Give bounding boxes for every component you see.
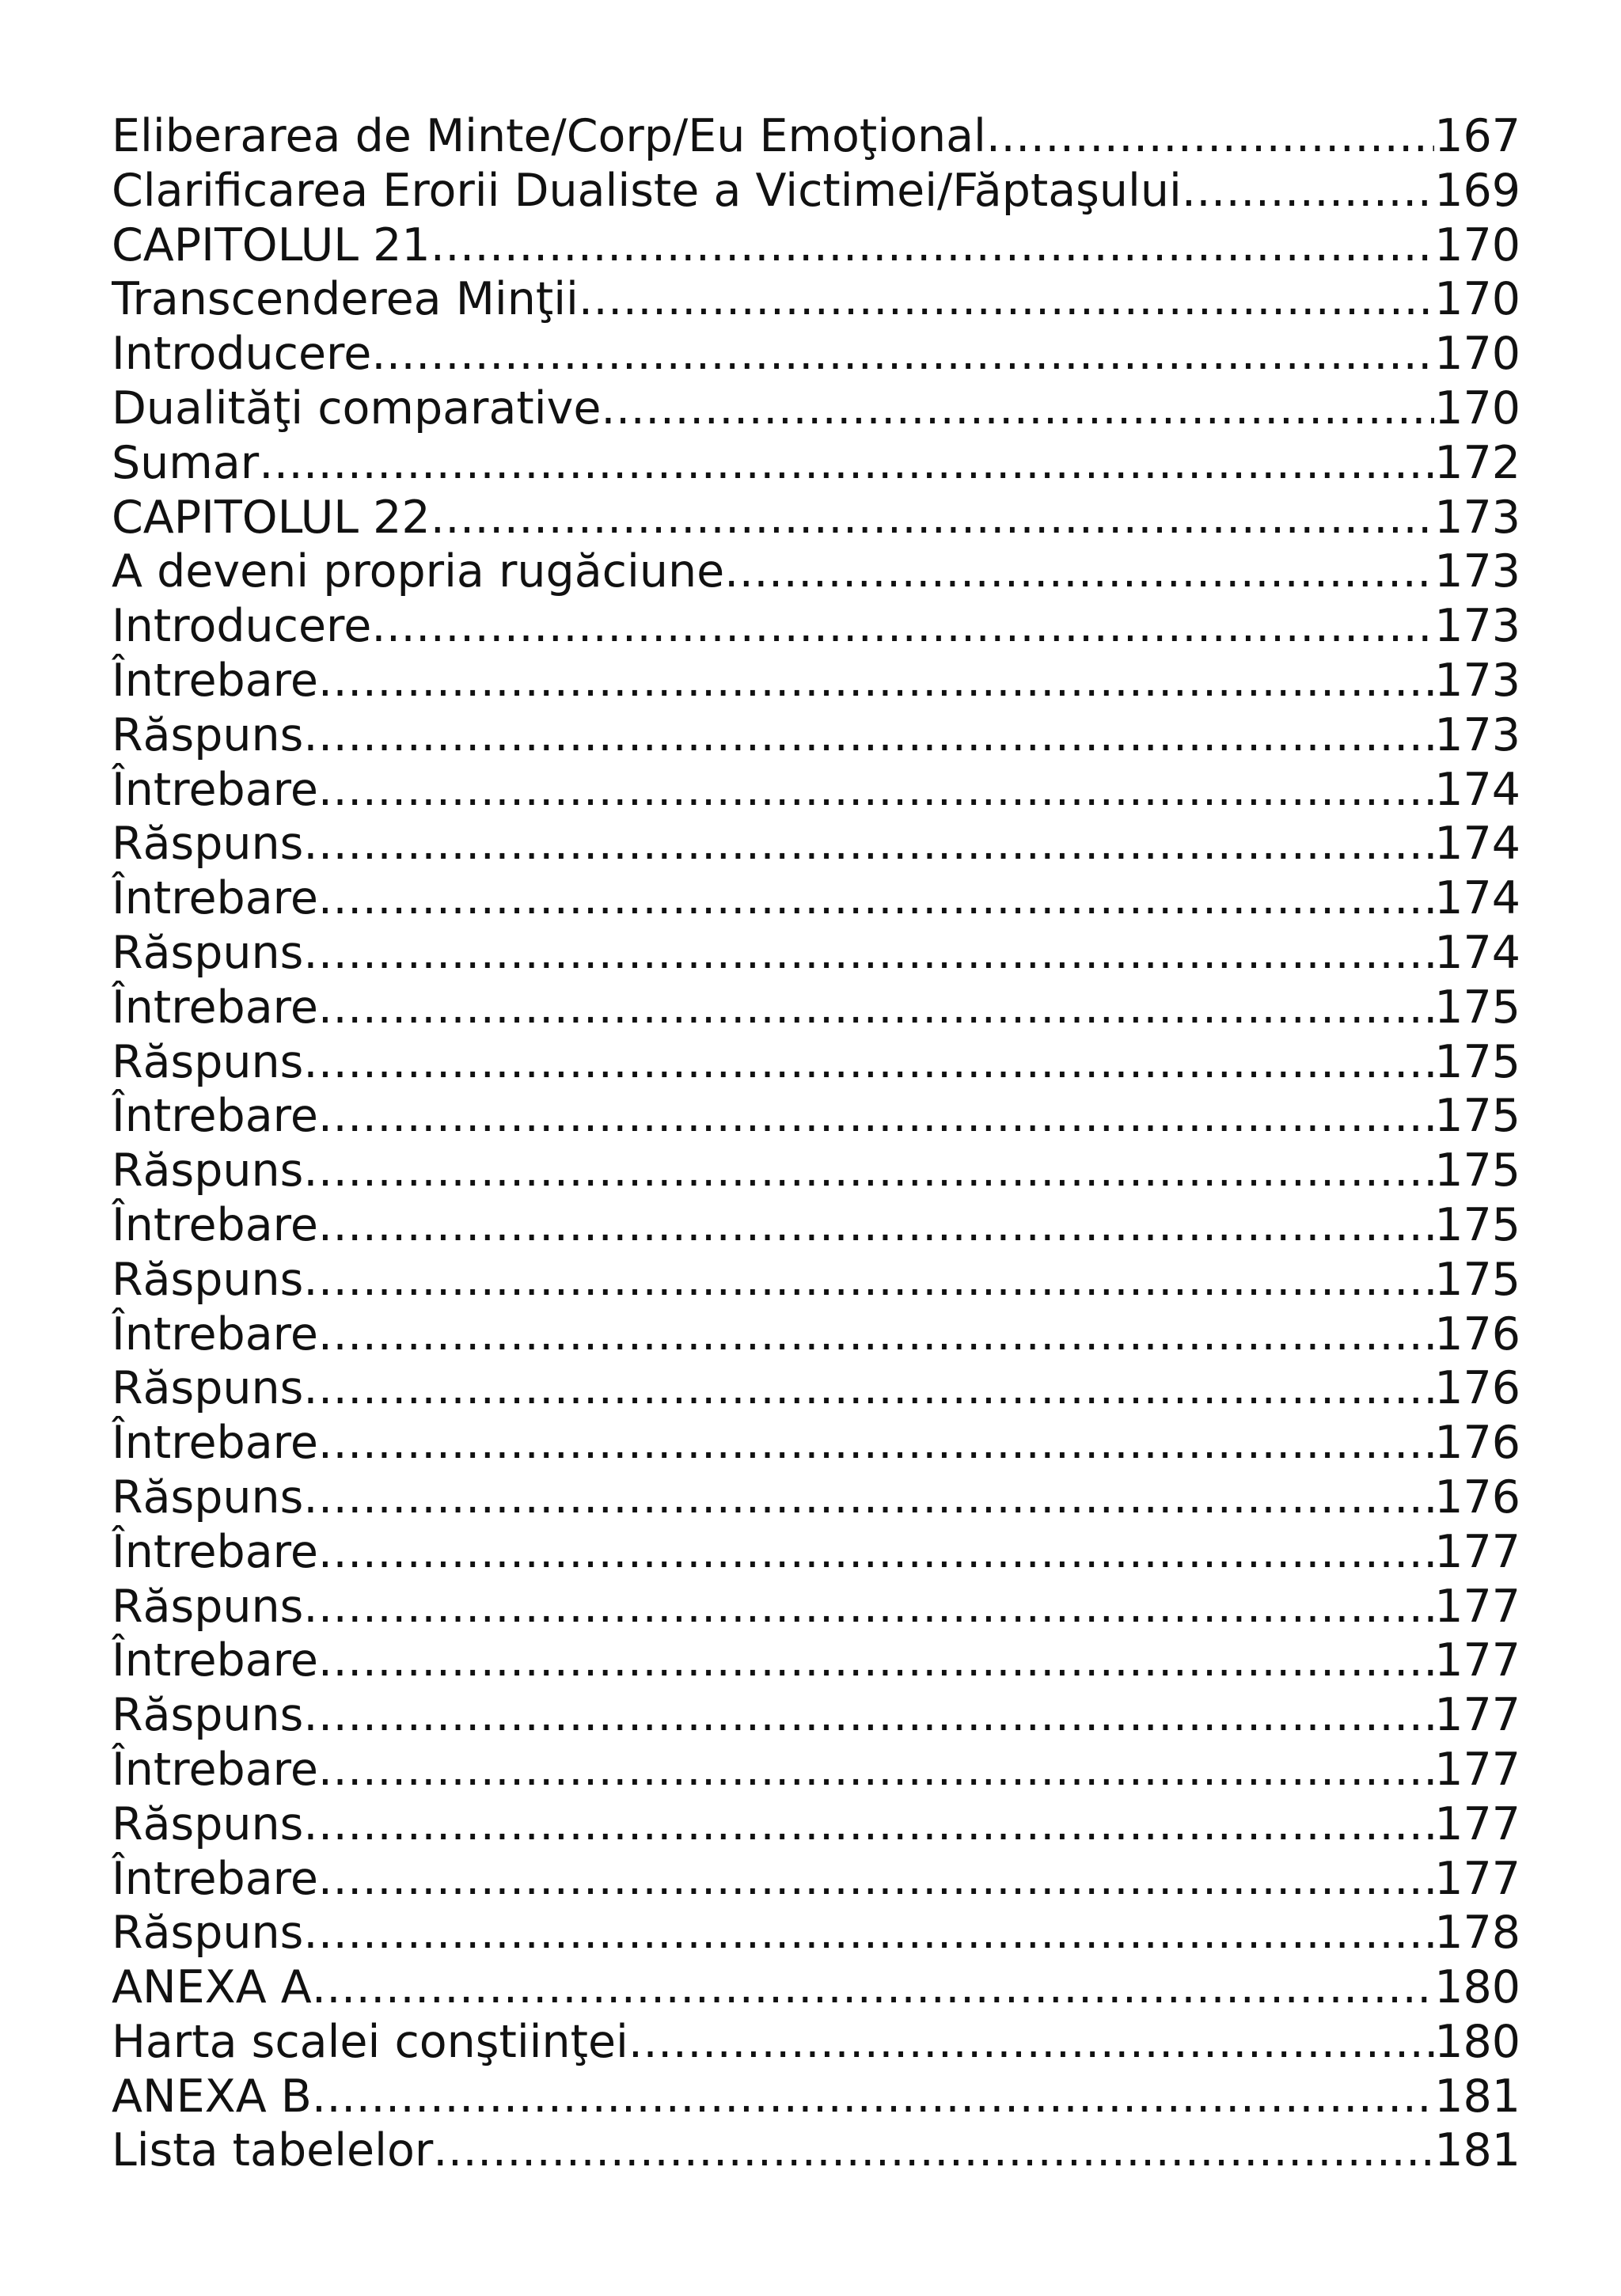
dot-leader — [318, 763, 1434, 818]
toc-entry[interactable] — [112, 545, 1520, 599]
toc-entry-title: Întrebare — [112, 763, 318, 816]
toc-entry-title: Răspuns — [112, 1471, 304, 1524]
toc-entry-page-number: 175 — [1434, 1144, 1520, 1197]
dot-leader — [303, 1580, 1434, 1634]
toc-entry-page-number: 177 — [1434, 1580, 1520, 1633]
toc-entry-title: Întrebare — [112, 1417, 318, 1470]
dot-leader — [303, 708, 1434, 763]
toc-entry-page-number: 177 — [1434, 1689, 1520, 1742]
toc-entry-title: Întrebare — [112, 1198, 318, 1251]
dot-leader — [601, 381, 1434, 436]
dot-leader — [318, 1525, 1434, 1580]
toc-entry-title: CAPITOLUL 22 — [112, 491, 431, 544]
table-of-contents — [112, 109, 1520, 2178]
toc-entry[interactable] — [112, 1253, 1520, 1307]
toc-entry-page-number: 170 — [1434, 218, 1520, 271]
dot-leader — [312, 2070, 1434, 2124]
toc-entry[interactable] — [112, 1797, 1520, 1852]
toc-entry-title: ANEXA A — [112, 1961, 312, 2014]
dot-leader — [303, 817, 1434, 871]
toc-entry[interactable] — [112, 1634, 1520, 1688]
dot-leader — [303, 1906, 1434, 1960]
toc-entry-page-number: 176 — [1434, 1362, 1520, 1415]
dot-leader — [433, 2123, 1434, 2178]
dot-leader — [312, 1960, 1434, 2015]
toc-entry-page-number: 177 — [1434, 1743, 1520, 1796]
toc-entry[interactable] — [112, 381, 1520, 436]
toc-entry-page-number: 170 — [1434, 381, 1520, 435]
toc-entry-page-number: 169 — [1434, 164, 1520, 217]
toc-entry[interactable] — [112, 1471, 1520, 1525]
toc-entry-title: Răspuns — [112, 1689, 304, 1742]
toc-entry-title: Răspuns — [112, 1253, 304, 1306]
toc-entry-title: Răspuns — [112, 818, 304, 871]
toc-entry-title: Răspuns — [112, 1362, 304, 1415]
toc-entry-title: Întrebare — [112, 1525, 318, 1578]
toc-entry-page-number: 175 — [1434, 1253, 1520, 1306]
dot-leader — [303, 1144, 1434, 1198]
dot-leader — [318, 871, 1434, 926]
toc-entry-title: Răspuns — [112, 1035, 304, 1088]
dot-leader — [724, 545, 1434, 599]
toc-entry[interactable] — [112, 981, 1520, 1035]
dot-leader — [371, 599, 1434, 654]
dot-leader — [303, 1688, 1434, 1743]
toc-entry-page-number: 181 — [1434, 2070, 1520, 2123]
dot-leader — [318, 1416, 1434, 1471]
toc-entry[interactable] — [112, 871, 1520, 926]
toc-entry-page-number: 174 — [1434, 926, 1520, 979]
toc-entry-page-number: 170 — [1434, 273, 1520, 326]
toc-entry[interactable] — [112, 1960, 1520, 2015]
toc-entry[interactable] — [112, 817, 1520, 871]
toc-entry-page-number: 173 — [1434, 545, 1520, 598]
toc-entry-title: Întrebare — [112, 1634, 318, 1687]
toc-entry[interactable] — [112, 1906, 1520, 1960]
toc-entry-title: Introducere — [112, 328, 372, 381]
dot-leader — [431, 491, 1435, 545]
toc-entry-page-number: 173 — [1434, 654, 1520, 707]
toc-entry[interactable] — [112, 1198, 1520, 1253]
toc-entry-page-number: 173 — [1434, 600, 1520, 653]
toc-entry-title: Răspuns — [112, 1907, 304, 1960]
toc-entry-page-number: 180 — [1434, 1961, 1520, 2014]
toc-entry[interactable] — [112, 654, 1520, 708]
toc-entry[interactable] — [112, 1416, 1520, 1471]
toc-entry-page-number: 173 — [1434, 491, 1520, 544]
dot-leader — [318, 981, 1434, 1035]
toc-entry-page-number: 174 — [1434, 872, 1520, 925]
toc-entry-page-number: 173 — [1434, 708, 1520, 761]
toc-entry[interactable] — [112, 1580, 1520, 1634]
toc-entry-title: Eliberarea de Minte/Corp/Eu Emoţional — [112, 110, 986, 162]
toc-entry-page-number: 175 — [1434, 1090, 1520, 1143]
toc-entry-title: Întrebare — [112, 872, 318, 925]
toc-entry-page-number: 170 — [1434, 328, 1520, 381]
toc-entry-title: Transcenderea Minţii — [112, 273, 579, 326]
toc-entry-title: Răspuns — [112, 1580, 304, 1633]
toc-entry-page-number: 181 — [1434, 2124, 1520, 2177]
toc-entry-page-number: 174 — [1434, 763, 1520, 816]
toc-entry-title: Lista tabelelor — [112, 2124, 434, 2177]
toc-entry-title: Întrebare — [112, 1090, 318, 1143]
dot-leader — [318, 1198, 1434, 1253]
toc-entry[interactable] — [112, 2123, 1520, 2178]
toc-entry-page-number: 174 — [1434, 818, 1520, 871]
toc-entry[interactable] — [112, 164, 1520, 218]
toc-entry-title: ANEXA B — [112, 2070, 312, 2123]
toc-entry-page-number: 180 — [1434, 2015, 1520, 2068]
dot-leader — [1182, 164, 1434, 218]
toc-entry[interactable] — [112, 491, 1520, 545]
dot-leader — [318, 1089, 1434, 1144]
dot-leader — [318, 654, 1434, 708]
toc-entry[interactable] — [112, 1035, 1520, 1090]
toc-entry-title: CAPITOLUL 21 — [112, 218, 431, 271]
toc-entry[interactable] — [112, 708, 1520, 763]
toc-entry[interactable] — [112, 2070, 1520, 2124]
toc-entry-title: Răspuns — [112, 926, 304, 979]
dot-leader — [318, 1634, 1434, 1688]
toc-entry[interactable] — [112, 109, 1520, 164]
toc-entry-page-number: 175 — [1434, 1035, 1520, 1088]
toc-entry[interactable] — [112, 1852, 1520, 1907]
toc-entry[interactable] — [112, 218, 1520, 273]
dot-leader — [303, 1035, 1434, 1090]
toc-entry-page-number: 178 — [1434, 1907, 1520, 1960]
toc-entry-title: Întrebare — [112, 1307, 318, 1361]
dot-leader — [318, 1852, 1434, 1907]
toc-entry[interactable] — [112, 1743, 1520, 1797]
toc-entry[interactable] — [112, 1307, 1520, 1362]
toc-entry-title: Întrebare — [112, 981, 318, 1034]
toc-entry[interactable] — [112, 1688, 1520, 1743]
dot-leader — [303, 1253, 1434, 1307]
toc-entry-page-number: 177 — [1434, 1797, 1520, 1850]
toc-entry-page-number: 175 — [1434, 1198, 1520, 1251]
toc-entry[interactable] — [112, 2015, 1520, 2070]
dot-leader — [371, 327, 1434, 381]
toc-entry-title: Răspuns — [112, 1144, 304, 1197]
toc-entry[interactable] — [112, 436, 1520, 491]
dot-leader — [431, 218, 1435, 273]
dot-leader — [259, 436, 1434, 491]
dot-leader — [303, 1471, 1434, 1525]
dot-leader — [303, 926, 1434, 981]
dot-leader — [318, 1307, 1434, 1362]
toc-entry-title: A deveni propria rugăciune — [112, 545, 725, 598]
toc-entry[interactable] — [112, 1525, 1520, 1580]
toc-entry-title: Sumar — [112, 436, 260, 489]
toc-entry-page-number: 176 — [1434, 1307, 1520, 1361]
toc-entry[interactable] — [112, 1144, 1520, 1198]
dot-leader — [628, 2015, 1434, 2070]
toc-entry-page-number: 177 — [1434, 1525, 1520, 1578]
toc-entry-page-number: 172 — [1434, 436, 1520, 489]
toc-entry-page-number: 177 — [1434, 1634, 1520, 1687]
toc-entry-title: Răspuns — [112, 708, 304, 761]
toc-entry-page-number: 167 — [1434, 110, 1520, 162]
toc-entry-title: Clarificarea Erorii Dualiste a Victimei/Făptaşului — [112, 164, 1182, 217]
toc-entry-title: Harta scalei conştiinţei — [112, 2015, 628, 2068]
toc-entry-page-number: 176 — [1434, 1417, 1520, 1470]
toc-entry-title: Întrebare — [112, 1743, 318, 1796]
toc-entry-page-number: 176 — [1434, 1471, 1520, 1524]
toc-entry-title: Întrebare — [112, 1852, 318, 1905]
toc-entry-title: Introducere — [112, 600, 372, 653]
dot-leader — [303, 1797, 1434, 1852]
dot-leader — [318, 1743, 1434, 1797]
dot-leader — [986, 109, 1434, 164]
toc-entry[interactable] — [112, 1361, 1520, 1416]
toc-entry-title: Răspuns — [112, 1797, 304, 1850]
toc-entry-title: Dualităţi comparative — [112, 381, 602, 435]
toc-entry-page-number: 177 — [1434, 1852, 1520, 1905]
dot-leader — [579, 272, 1434, 327]
dot-leader — [303, 1361, 1434, 1416]
toc-entry-page-number: 175 — [1434, 981, 1520, 1034]
toc-entry[interactable] — [112, 599, 1520, 654]
toc-entry[interactable] — [112, 327, 1520, 381]
toc-entry[interactable] — [112, 926, 1520, 981]
toc-entry[interactable] — [112, 1089, 1520, 1144]
toc-entry-title: Întrebare — [112, 654, 318, 707]
toc-entry[interactable] — [112, 272, 1520, 327]
toc-entry[interactable] — [112, 763, 1520, 818]
